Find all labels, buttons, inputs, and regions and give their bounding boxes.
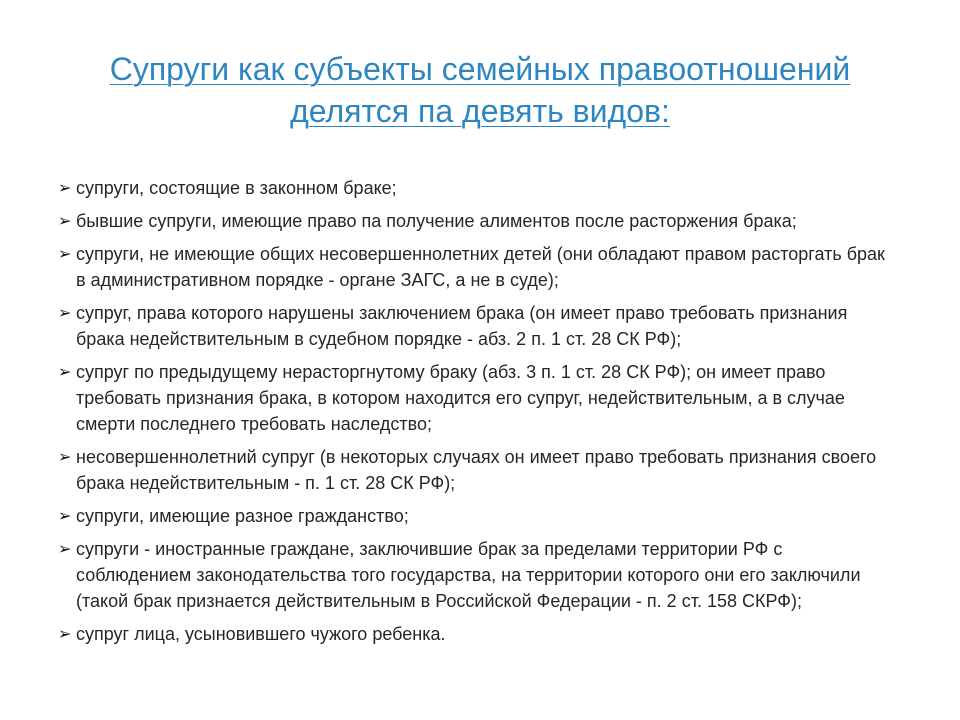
list-item [58, 359, 898, 437]
arrow-bullet-icon: ➢ [58, 624, 72, 643]
types-list [58, 175, 898, 654]
list-item-text: супруг лица, усыновившего чужого ребенка. [76, 624, 446, 644]
arrow-bullet-icon: ➢ [58, 506, 72, 525]
list-item-text: бывшие супруги, имеющие право па получение алиментов после расторжения брака; [76, 211, 797, 231]
list-item [58, 621, 898, 647]
list-item-text: супруги, не имеющие общих несовершеннолетних детей (они обладают правом расторгать брак в административном порядке - органе ЗАГС, а не в суде); [76, 244, 885, 290]
list-item-text: супруги, состоящие в законном браке; [76, 178, 397, 198]
list-item [58, 503, 898, 529]
arrow-bullet-icon: ➢ [58, 447, 72, 466]
list-item-text: супруги - иностранные граждане, заключившие брак за пределами территории РФ с соблюдением законодательства того государства, на территории которого они его заключили (такой брак признается действительным в Российской Федерации - п. 2 ст. 158 СКРФ); [76, 539, 861, 611]
slide-title-line-2: делятся па девять видов: [290, 93, 670, 129]
list-item [58, 241, 898, 293]
list-item [58, 536, 898, 614]
list-item [58, 175, 898, 201]
arrow-bullet-icon: ➢ [58, 178, 72, 197]
list-item [58, 300, 898, 352]
slide-title-line-1: Супруги как субъекты семейных правоотношений [109, 51, 851, 87]
arrow-bullet-icon: ➢ [58, 211, 72, 230]
arrow-bullet-icon: ➢ [58, 303, 72, 322]
slide-title [60, 48, 900, 132]
arrow-bullet-icon: ➢ [58, 539, 72, 558]
list-item-text: супруги, имеющие разное гражданство; [76, 506, 409, 526]
list-item-text: супруг, права которого нарушены заключением брака (он имеет право требовать признания брака недействительным в судебном порядке - абз. 2 п. 1 ст. 28 СК РФ); [76, 303, 848, 349]
list-item [58, 444, 898, 496]
list-item-text: несовершеннолетний супруг (в некоторых случаях он имеет право требовать признания своего брака недействительным - п. 1 ст. 28 СК РФ); [76, 447, 877, 493]
arrow-bullet-icon: ➢ [58, 362, 72, 381]
arrow-bullet-icon: ➢ [58, 244, 72, 263]
list-item-text: супруг по предыдущему нерасторгнутому браку (абз. 3 п. 1 ст. 28 СК РФ); он имеет право требовать признания брака, в котором находится его супруг, недействительным, а в случае смерти последнего требовать наследство; [76, 362, 845, 434]
list-item [58, 208, 898, 234]
